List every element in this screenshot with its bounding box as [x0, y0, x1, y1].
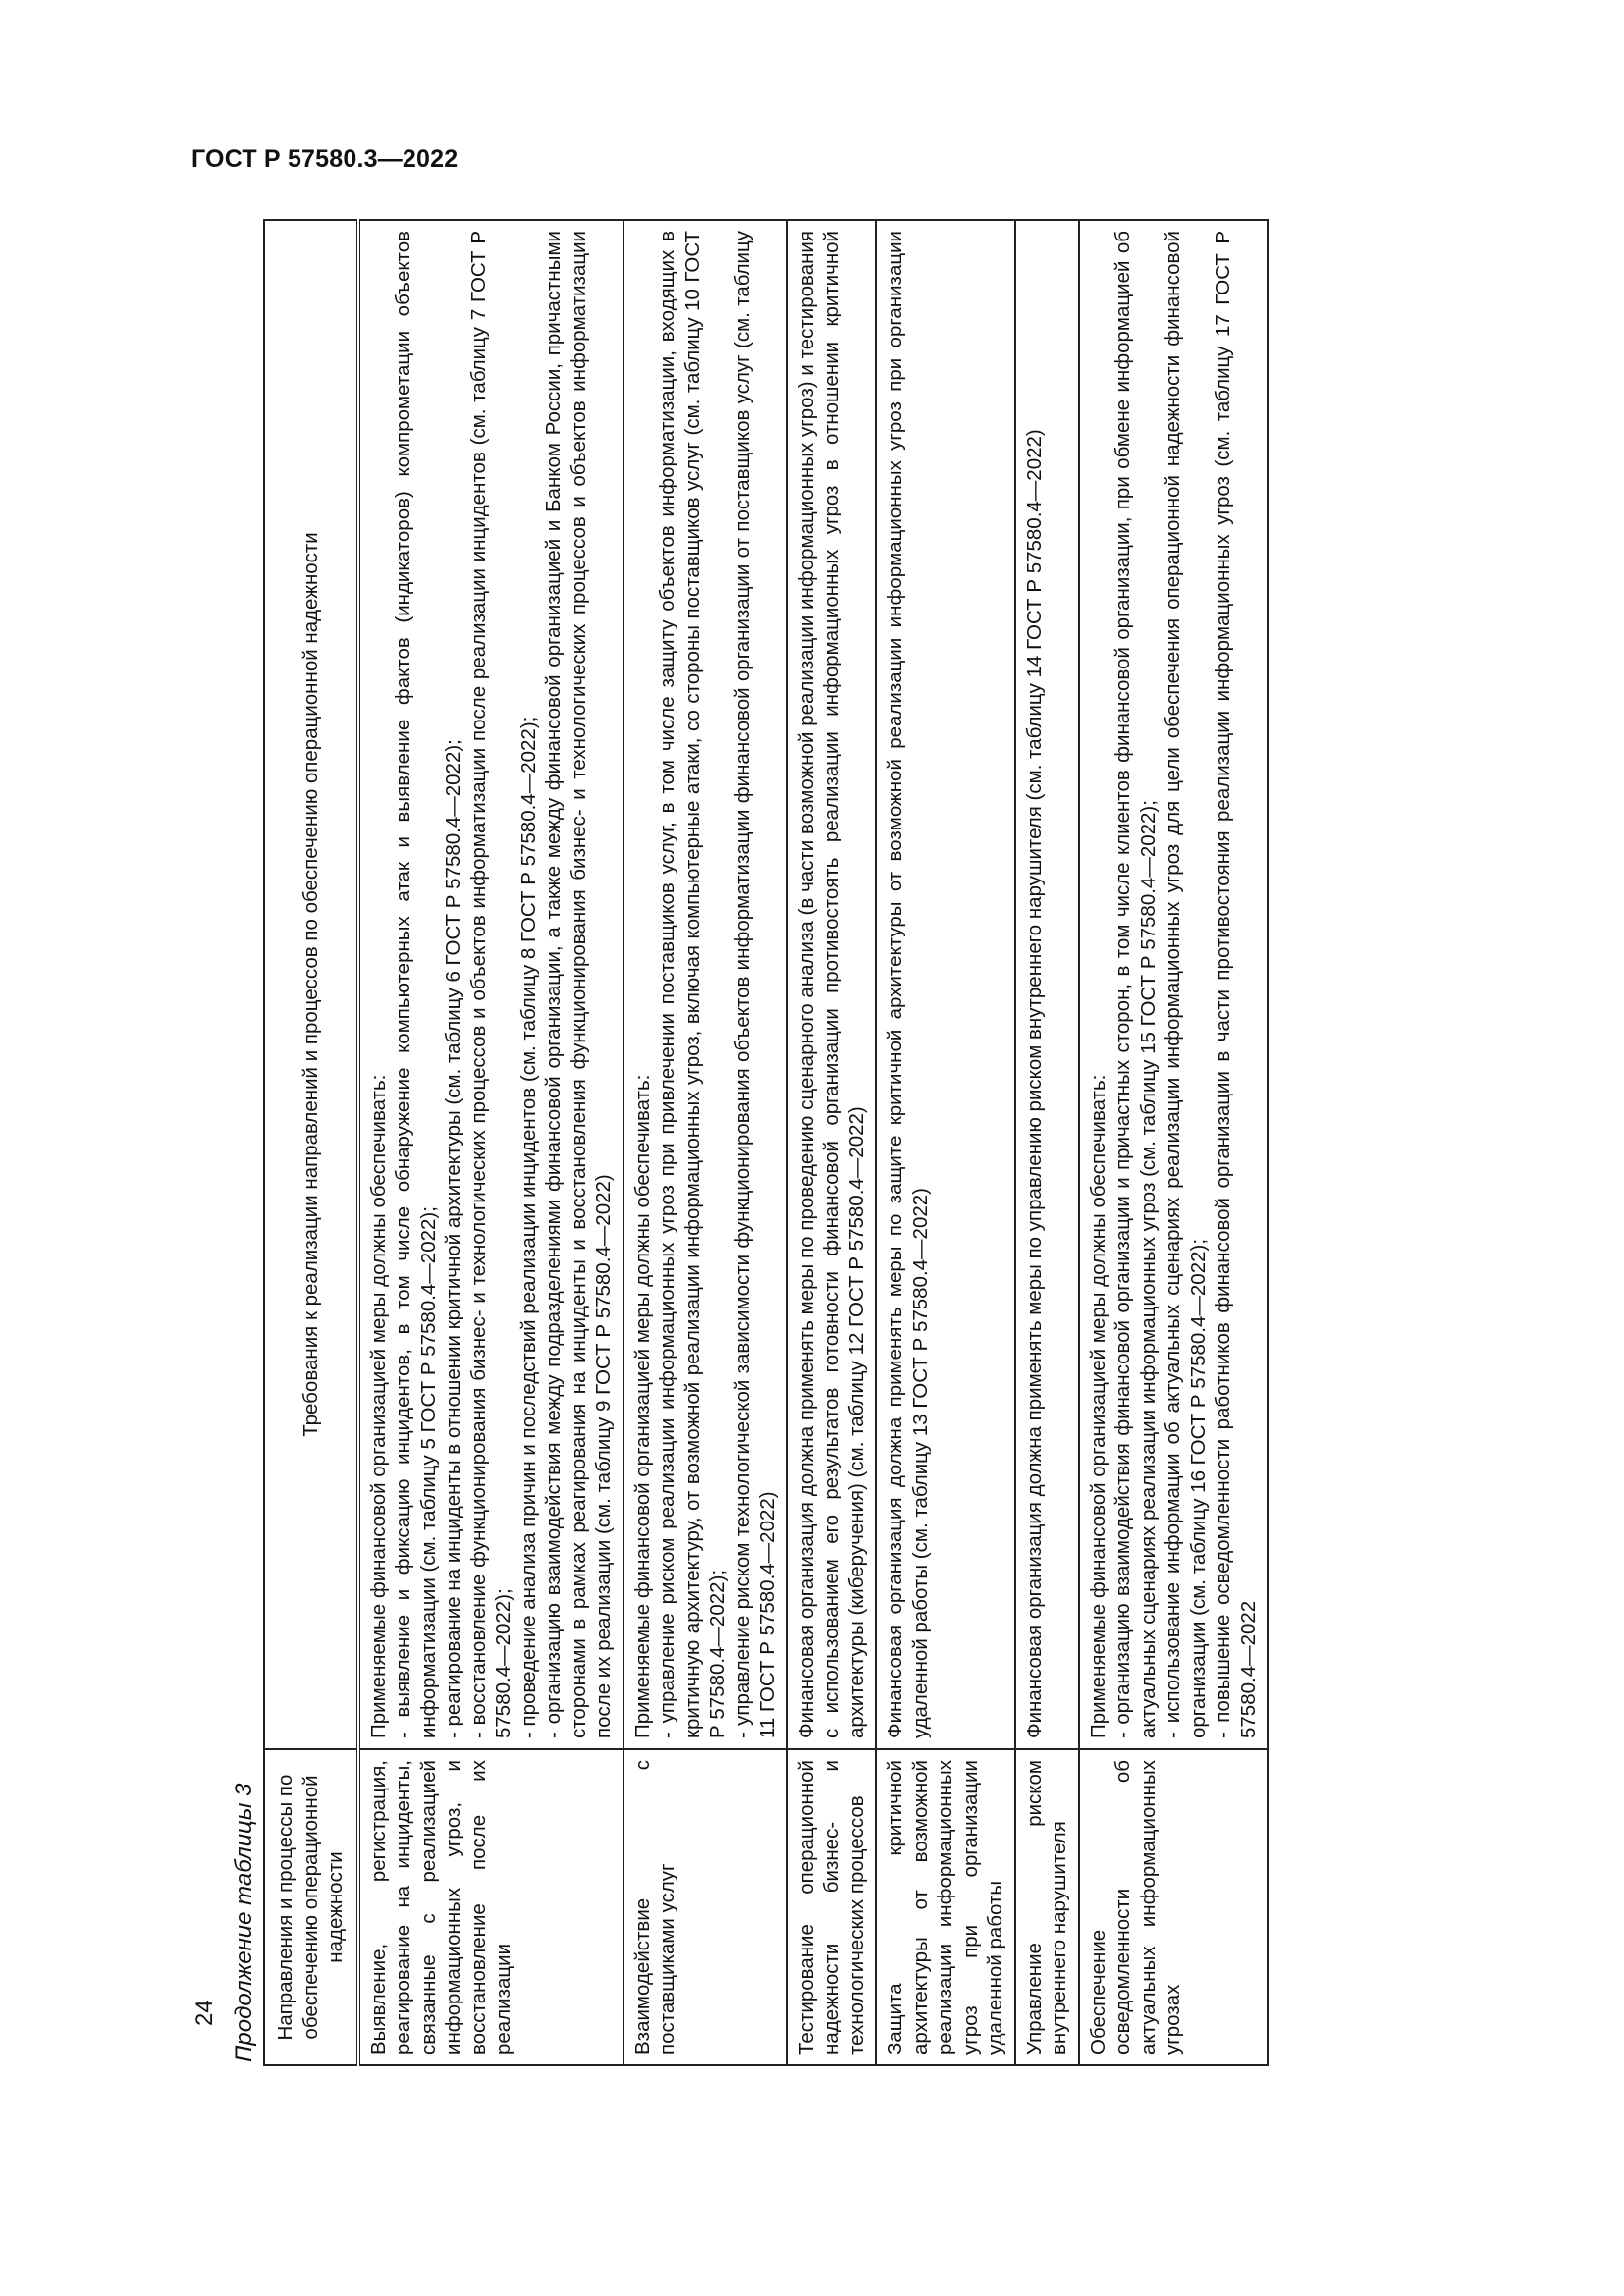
- document-header: ГОСТ Р 57580.3—2022: [191, 145, 459, 173]
- table-body: [358, 220, 1269, 2065]
- direction-cell: Взаимодействие с поставщиками услуг: [623, 1749, 787, 2065]
- list-item: - организацию взаимодействия между подразделениями финансовой организации, а также между финансовой организацией и Банком России, причастными сторонами в рамках реагирования на инциденты и восстановления функционирования бизнес- и технологических процессов и объектов информатизации после их реализации (см. таблицу 9 ГОСТ Р 57580.4—2022): [541, 231, 617, 1738]
- direction-cell: Защита критичной архитектуры от возможной реализации информационных угроз при организации удаленной работы: [876, 1749, 1015, 2065]
- requirements-intro: Применяемые финансовой организацией меры должны обеспечивать:: [630, 1074, 654, 1738]
- list-item: - восстановление функционирования бизнес- и технологических процессов и объектов информатизации после реализации инцидентов (см. таблицу 7 ГОСТ Р 57580.4—2022);: [466, 231, 516, 1738]
- list-item: - реагирование на инциденты в отношении критичной архитектуры (см. таблицу 6 ГОСТ Р 57580.4—2022);: [441, 231, 466, 1738]
- direction-cell: Обеспечение осведомленности об актуальных информационных угрозах: [1079, 1749, 1269, 2065]
- requirements-list: [655, 231, 781, 1738]
- requirements-intro: Финансовая организация должна применять меры по защите критичной архитектуры от возможной реализации информационных угроз при организации удаленной работы (см. таблицу 13 ГОСТ Р 57580.4—2022): [884, 231, 932, 1738]
- list-item: - организацию взаимодействия финансовой организации и причастных сторон, в том числе клиентов финансовой организации, при обмене информацией об актуальных сценариях реализации информационных угроз (см. таблицу 15 ГОСТ Р 57580.4—2022);: [1110, 231, 1161, 1738]
- table-caption: Продолжение таблицы 3: [231, 1783, 257, 2062]
- requirements-list: [1110, 231, 1261, 1738]
- column-header-directions: Направления и процессы по обеспечению операционной надежности: [264, 1749, 358, 2065]
- list-item: - использование информации об актуальных сценариях реализации информационных угроз для цели обеспечения операционной надежности финансовой организации (см. таблицу 16 ГОСТ Р 57580.4—2022);: [1161, 231, 1211, 1738]
- table-row: [358, 220, 623, 2065]
- list-item: - повышение осведомленности работников финансовой организации в части противостояния реализации информационных угроз (см. таблицу 17 ГОСТ Р 57580.4—2022: [1211, 231, 1261, 1738]
- requirements-cell: [1079, 220, 1269, 1749]
- table-row: [623, 220, 787, 2065]
- direction-cell: Выявление, регистрация, реагирование на инциденты, связанные с реализацией информационных угроз, и восстановление после их реализации: [358, 1749, 623, 2065]
- requirements-table: [263, 219, 1269, 2066]
- requirements-intro: Применяемые финансовой организацией меры должны обеспечивать:: [366, 1074, 390, 1738]
- list-item: - проведение анализа причин и последствий реализации инцидентов (см. таблицу 8 ГОСТ Р 57580.4—2022);: [516, 231, 542, 1738]
- requirements-cell: [358, 220, 623, 1749]
- requirements-intro: Финансовая организация должна применять меры по управлению риском внутреннего нарушителя (см. таблицу 14 ГОСТ Р 57580.4—2022): [1022, 429, 1046, 1738]
- direction-cell: Тестирование операционной надежности бизнес- и технологических процессов: [787, 1749, 877, 2065]
- table-row: [787, 220, 877, 2065]
- table-header-row: [264, 220, 358, 2065]
- requirements-cell: [623, 220, 787, 1749]
- page-number: 24: [191, 2000, 218, 2026]
- rotated-table-page: [226, 221, 1422, 2066]
- table-row: [876, 220, 1015, 2065]
- requirements-cell: [1015, 220, 1079, 1749]
- table-row: [1015, 220, 1079, 2065]
- requirements-intro: Финансовая организация должна применять меры по проведению сценарного анализа (в части возможной реализации информационных угроз) и тестирования с использованием его результатов готовности финансовой организации противостоять реализации информационных угроз в отношении критичной архитектуры (киберучения) (см. таблицу 12 ГОСТ Р 57580.4—2022): [794, 231, 868, 1738]
- direction-cell: Управление риском внутреннего нарушителя: [1015, 1749, 1079, 2065]
- requirements-cell: [876, 220, 1015, 1749]
- table-row: [1079, 220, 1269, 2065]
- column-header-requirements: Требования к реализации направлений и процессов по обеспечению операционной надежности: [264, 220, 358, 1749]
- list-item: - выявление и фиксацию инцидентов, в том числе обнаружение компьютерных атак и выявление фактов (индикаторов) компрометации объектов информатизации (см. таблицу 5 ГОСТ Р 57580.4—2022);: [391, 231, 441, 1738]
- requirements-cell: [787, 220, 877, 1749]
- requirements-list: [391, 231, 617, 1738]
- requirements-intro: Применяемые финансовой организацией меры должны обеспечивать:: [1086, 1074, 1110, 1738]
- list-item: - управление риском реализации информационных угроз при привлечении поставщиков услуг, в том числе защиту объектов информатизации, входящих в критичную архитектуру, от возможной реализации информационных угроз, включая компьютерные атаки, со стороны поставщиков услуг (см. таблицу 10 ГОСТ Р 57580.4—2022);: [655, 231, 731, 1738]
- list-item: - управление риском технологической зависимости функционирования объектов информатизации финансовой организации от поставщиков услуг (см. таблицу 11 ГОСТ Р 57580.4—2022): [731, 231, 781, 1738]
